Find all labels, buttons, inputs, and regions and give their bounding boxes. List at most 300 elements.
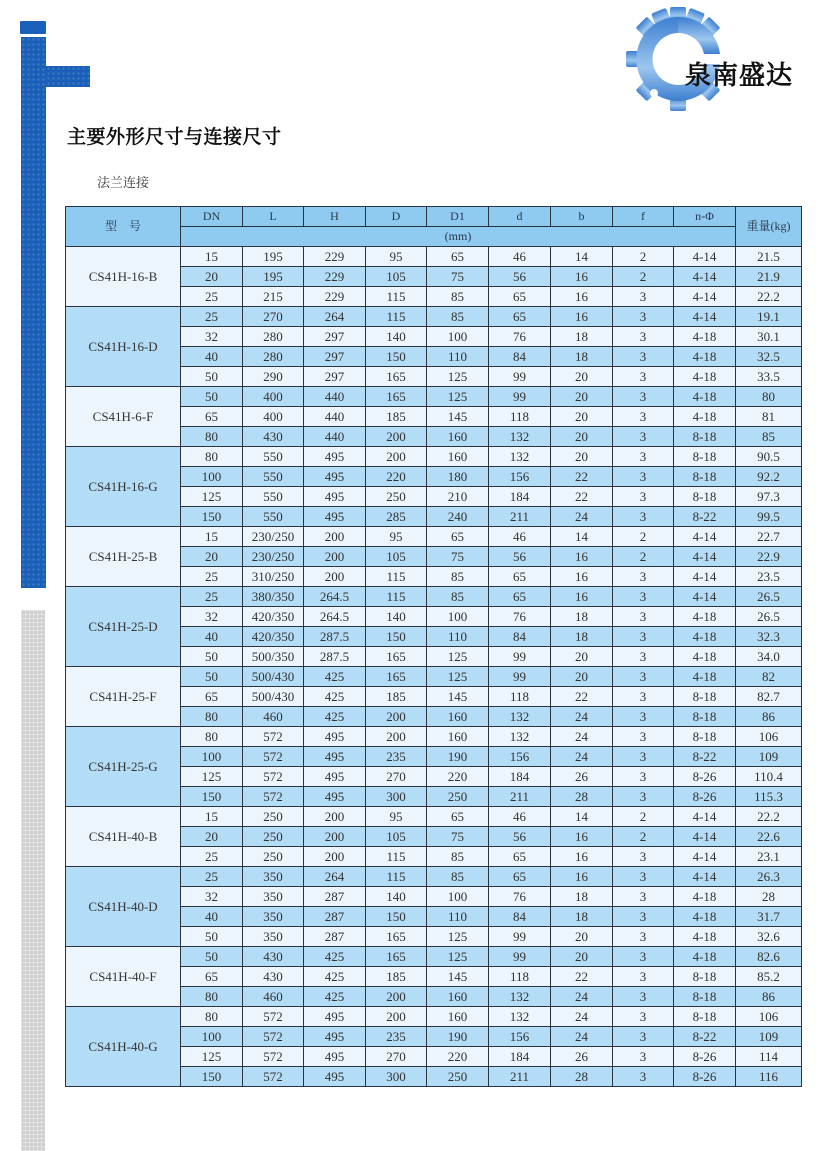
- value-cell: 4-18: [674, 407, 736, 427]
- decor-bar-arm: [46, 66, 90, 87]
- value-cell: 4-14: [674, 287, 736, 307]
- value-cell: 85: [427, 567, 489, 587]
- value-cell: 350: [243, 927, 304, 947]
- value-cell: 235: [366, 747, 427, 767]
- value-cell: 3: [613, 727, 674, 747]
- value-cell: 3: [613, 1027, 674, 1047]
- value-cell: 572: [243, 1067, 304, 1087]
- value-cell: 264: [304, 307, 366, 327]
- value-cell: 2: [613, 807, 674, 827]
- value-cell: 16: [551, 847, 613, 867]
- value-cell: 425: [304, 707, 366, 727]
- value-cell: 4-14: [674, 807, 736, 827]
- value-cell: 26: [551, 1047, 613, 1067]
- value-cell: 125: [181, 487, 243, 507]
- value-cell: 32.6: [736, 927, 802, 947]
- value-cell: 572: [243, 1047, 304, 1067]
- model-cell: CS41H-40-G: [66, 1007, 181, 1087]
- value-cell: 106: [736, 1007, 802, 1027]
- value-cell: 440: [304, 407, 366, 427]
- value-cell: 14: [551, 527, 613, 547]
- value-cell: 3: [613, 927, 674, 947]
- value-cell: 116: [736, 1067, 802, 1087]
- value-cell: 264: [304, 867, 366, 887]
- value-cell: 430: [243, 967, 304, 987]
- value-cell: 21.5: [736, 247, 802, 267]
- value-cell: 145: [427, 967, 489, 987]
- value-cell: 165: [366, 927, 427, 947]
- value-cell: 99: [489, 647, 551, 667]
- value-cell: 3: [613, 627, 674, 647]
- value-cell: 22: [551, 487, 613, 507]
- value-cell: 200: [304, 807, 366, 827]
- value-cell: 270: [243, 307, 304, 327]
- value-cell: 425: [304, 967, 366, 987]
- value-cell: 85.2: [736, 967, 802, 987]
- value-cell: 160: [427, 727, 489, 747]
- value-cell: 16: [551, 547, 613, 567]
- value-cell: 280: [243, 347, 304, 367]
- value-cell: 19.1: [736, 307, 802, 327]
- value-cell: 56: [489, 267, 551, 287]
- model-cell: CS41H-16-D: [66, 307, 181, 387]
- value-cell: 425: [304, 947, 366, 967]
- value-cell: 65: [427, 527, 489, 547]
- value-cell: 132: [489, 727, 551, 747]
- value-cell: 215: [243, 287, 304, 307]
- header-model: 型 号: [66, 207, 181, 247]
- value-cell: 76: [489, 607, 551, 627]
- value-cell: 115: [366, 847, 427, 867]
- value-cell: 425: [304, 987, 366, 1007]
- value-cell: 200: [304, 827, 366, 847]
- value-cell: 3: [613, 567, 674, 587]
- value-cell: 46: [489, 807, 551, 827]
- value-cell: 195: [243, 267, 304, 287]
- value-cell: 22.2: [736, 807, 802, 827]
- value-cell: 300: [366, 1067, 427, 1087]
- value-cell: 115: [366, 307, 427, 327]
- value-cell: 125: [181, 767, 243, 787]
- value-cell: 115: [366, 587, 427, 607]
- value-cell: 190: [427, 1027, 489, 1047]
- value-cell: 550: [243, 507, 304, 527]
- model-cell: CS41H-25-D: [66, 587, 181, 667]
- model-cell: CS41H-40-D: [66, 867, 181, 947]
- value-cell: 8-18: [674, 427, 736, 447]
- table-row: [66, 387, 802, 407]
- value-cell: 22: [551, 687, 613, 707]
- value-cell: 200: [304, 527, 366, 547]
- value-cell: 4-18: [674, 347, 736, 367]
- value-cell: 125: [427, 947, 489, 967]
- value-cell: 50: [181, 667, 243, 687]
- value-cell: 40: [181, 627, 243, 647]
- value-cell: 3: [613, 1067, 674, 1087]
- value-cell: 50: [181, 947, 243, 967]
- value-cell: 165: [366, 387, 427, 407]
- value-cell: 3: [613, 987, 674, 1007]
- table-row: [66, 727, 802, 747]
- value-cell: 220: [427, 767, 489, 787]
- value-cell: 3: [613, 507, 674, 527]
- value-cell: 250: [427, 787, 489, 807]
- value-cell: 115: [366, 567, 427, 587]
- model-cell: CS41H-16-B: [66, 247, 181, 307]
- value-cell: 75: [427, 547, 489, 567]
- value-cell: 100: [181, 747, 243, 767]
- value-cell: 65: [489, 307, 551, 327]
- value-cell: 350: [243, 867, 304, 887]
- value-cell: 8-18: [674, 987, 736, 1007]
- value-cell: 125: [427, 927, 489, 947]
- value-cell: 65: [181, 967, 243, 987]
- value-cell: 22.6: [736, 827, 802, 847]
- value-cell: 24: [551, 507, 613, 527]
- value-cell: 20: [551, 927, 613, 947]
- header-dn: DN: [181, 207, 243, 227]
- value-cell: 125: [427, 667, 489, 687]
- value-cell: 65: [489, 287, 551, 307]
- value-cell: 495: [304, 467, 366, 487]
- model-cell: CS41H-25-F: [66, 667, 181, 727]
- value-cell: 4-18: [674, 667, 736, 687]
- header-b: b: [551, 207, 613, 227]
- value-cell: 118: [489, 967, 551, 987]
- brand-name: 泉南盛达: [685, 61, 794, 91]
- value-cell: 16: [551, 307, 613, 327]
- value-cell: 400: [243, 387, 304, 407]
- value-cell: 132: [489, 987, 551, 1007]
- value-cell: 150: [181, 507, 243, 527]
- value-cell: 110: [427, 907, 489, 927]
- value-cell: 420/350: [243, 607, 304, 627]
- value-cell: 84: [489, 627, 551, 647]
- value-cell: 156: [489, 747, 551, 767]
- value-cell: 3: [613, 327, 674, 347]
- value-cell: 184: [489, 1047, 551, 1067]
- value-cell: 18: [551, 627, 613, 647]
- value-cell: 8-18: [674, 687, 736, 707]
- value-cell: 2: [613, 527, 674, 547]
- value-cell: 99: [489, 947, 551, 967]
- value-cell: 40: [181, 347, 243, 367]
- value-cell: 65: [489, 847, 551, 867]
- value-cell: 400: [243, 407, 304, 427]
- value-cell: 24: [551, 1027, 613, 1047]
- value-cell: 165: [366, 667, 427, 687]
- value-cell: 40: [181, 907, 243, 927]
- value-cell: 460: [243, 987, 304, 1007]
- table-row: [66, 667, 802, 687]
- value-cell: 22.2: [736, 287, 802, 307]
- model-cell: CS41H-6-F: [66, 387, 181, 447]
- value-cell: 80: [181, 427, 243, 447]
- value-cell: 125: [427, 367, 489, 387]
- value-cell: 4-14: [674, 247, 736, 267]
- value-cell: 8-18: [674, 467, 736, 487]
- value-cell: 34.0: [736, 647, 802, 667]
- value-cell: 118: [489, 407, 551, 427]
- value-cell: 200: [304, 847, 366, 867]
- value-cell: 26.5: [736, 587, 802, 607]
- value-cell: 32: [181, 887, 243, 907]
- value-cell: 4-14: [674, 827, 736, 847]
- value-cell: 210: [427, 487, 489, 507]
- value-cell: 115.3: [736, 787, 802, 807]
- value-cell: 230/250: [243, 547, 304, 567]
- table-row: [66, 867, 802, 887]
- value-cell: 50: [181, 367, 243, 387]
- value-cell: 25: [181, 847, 243, 867]
- value-cell: 24: [551, 987, 613, 1007]
- table-row: [66, 807, 802, 827]
- value-cell: 20: [551, 367, 613, 387]
- value-cell: 160: [427, 707, 489, 727]
- value-cell: 230/250: [243, 527, 304, 547]
- value-cell: 90.5: [736, 447, 802, 467]
- value-cell: 165: [366, 947, 427, 967]
- value-cell: 31.7: [736, 907, 802, 927]
- value-cell: 85: [427, 287, 489, 307]
- value-cell: 425: [304, 667, 366, 687]
- value-cell: 4-14: [674, 847, 736, 867]
- value-cell: 8-18: [674, 1007, 736, 1027]
- value-cell: 4-14: [674, 587, 736, 607]
- value-cell: 287: [304, 887, 366, 907]
- value-cell: 3: [613, 747, 674, 767]
- value-cell: 22: [551, 467, 613, 487]
- value-cell: 495: [304, 1067, 366, 1087]
- value-cell: 145: [427, 687, 489, 707]
- value-cell: 3: [613, 447, 674, 467]
- value-cell: 3: [613, 887, 674, 907]
- value-cell: 28: [736, 887, 802, 907]
- value-cell: 495: [304, 447, 366, 467]
- value-cell: 185: [366, 967, 427, 987]
- value-cell: 165: [366, 367, 427, 387]
- value-cell: 3: [613, 607, 674, 627]
- value-cell: 65: [181, 687, 243, 707]
- value-cell: 125: [181, 1047, 243, 1067]
- value-cell: 2: [613, 267, 674, 287]
- value-cell: 190: [427, 747, 489, 767]
- value-cell: 82.7: [736, 687, 802, 707]
- value-cell: 184: [489, 487, 551, 507]
- value-cell: 211: [489, 787, 551, 807]
- value-cell: 86: [736, 707, 802, 727]
- value-cell: 160: [427, 1007, 489, 1027]
- value-cell: 24: [551, 1007, 613, 1027]
- value-cell: 28: [551, 787, 613, 807]
- value-cell: 8-18: [674, 487, 736, 507]
- value-cell: 572: [243, 747, 304, 767]
- model-cell: CS41H-25-G: [66, 727, 181, 807]
- value-cell: 109: [736, 747, 802, 767]
- value-cell: 235: [366, 1027, 427, 1047]
- value-cell: 250: [243, 807, 304, 827]
- value-cell: 80: [181, 707, 243, 727]
- value-cell: 8-18: [674, 727, 736, 747]
- value-cell: 3: [613, 967, 674, 987]
- value-cell: 156: [489, 1027, 551, 1047]
- value-cell: 25: [181, 307, 243, 327]
- value-cell: 32: [181, 327, 243, 347]
- value-cell: 3: [613, 407, 674, 427]
- value-cell: 115: [366, 867, 427, 887]
- value-cell: 250: [427, 1067, 489, 1087]
- value-cell: 110: [427, 627, 489, 647]
- value-cell: 24: [551, 707, 613, 727]
- value-cell: 14: [551, 247, 613, 267]
- value-cell: 4-18: [674, 947, 736, 967]
- value-cell: 8-22: [674, 747, 736, 767]
- value-cell: 280: [243, 327, 304, 347]
- value-cell: 81: [736, 407, 802, 427]
- value-cell: 132: [489, 427, 551, 447]
- value-cell: 80: [181, 987, 243, 1007]
- value-cell: 4-18: [674, 387, 736, 407]
- value-cell: 430: [243, 427, 304, 447]
- value-cell: 290: [243, 367, 304, 387]
- value-cell: 150: [366, 347, 427, 367]
- value-cell: 4-18: [674, 887, 736, 907]
- value-cell: 4-18: [674, 327, 736, 347]
- value-cell: 3: [613, 647, 674, 667]
- value-cell: 3: [613, 947, 674, 967]
- value-cell: 250: [366, 487, 427, 507]
- value-cell: 572: [243, 767, 304, 787]
- value-cell: 200: [366, 427, 427, 447]
- value-cell: 16: [551, 567, 613, 587]
- value-cell: 4-14: [674, 547, 736, 567]
- value-cell: 115: [366, 287, 427, 307]
- value-cell: 229: [304, 267, 366, 287]
- value-cell: 99.5: [736, 507, 802, 527]
- value-cell: 20: [551, 447, 613, 467]
- spec-table: [65, 206, 802, 1087]
- value-cell: 85: [427, 867, 489, 887]
- value-cell: 84: [489, 907, 551, 927]
- value-cell: 4-18: [674, 907, 736, 927]
- value-cell: 550: [243, 467, 304, 487]
- table-row: [66, 947, 802, 967]
- value-cell: 100: [181, 467, 243, 487]
- table-row: [66, 587, 802, 607]
- value-cell: 3: [613, 907, 674, 927]
- value-cell: 160: [427, 427, 489, 447]
- value-cell: 4-14: [674, 527, 736, 547]
- value-cell: 20: [551, 667, 613, 687]
- value-cell: 16: [551, 867, 613, 887]
- value-cell: 18: [551, 907, 613, 927]
- value-cell: 65: [489, 587, 551, 607]
- value-cell: 76: [489, 327, 551, 347]
- value-cell: 3: [613, 847, 674, 867]
- value-cell: 200: [304, 547, 366, 567]
- value-cell: 22.9: [736, 547, 802, 567]
- value-cell: 211: [489, 507, 551, 527]
- value-cell: 125: [427, 387, 489, 407]
- value-cell: 132: [489, 1007, 551, 1027]
- value-cell: 65: [181, 407, 243, 427]
- value-cell: 350: [243, 907, 304, 927]
- value-cell: 500/350: [243, 647, 304, 667]
- value-cell: 3: [613, 587, 674, 607]
- value-cell: 65: [489, 567, 551, 587]
- value-cell: 20: [181, 827, 243, 847]
- value-cell: 21.9: [736, 267, 802, 287]
- value-cell: 211: [489, 1067, 551, 1087]
- value-cell: 25: [181, 567, 243, 587]
- value-cell: 200: [366, 727, 427, 747]
- value-cell: 16: [551, 287, 613, 307]
- value-cell: 85: [427, 307, 489, 327]
- value-cell: 3: [613, 387, 674, 407]
- value-cell: 287.5: [304, 647, 366, 667]
- value-cell: 100: [427, 607, 489, 627]
- value-cell: 156: [489, 467, 551, 487]
- value-cell: 3: [613, 427, 674, 447]
- value-cell: 160: [427, 987, 489, 1007]
- value-cell: 3: [613, 687, 674, 707]
- value-cell: 100: [427, 327, 489, 347]
- value-cell: 114: [736, 1047, 802, 1067]
- value-cell: 86: [736, 987, 802, 1007]
- value-cell: 23.1: [736, 847, 802, 867]
- value-cell: 572: [243, 1007, 304, 1027]
- value-cell: 16: [551, 267, 613, 287]
- value-cell: 3: [613, 347, 674, 367]
- value-cell: 3: [613, 787, 674, 807]
- value-cell: 300: [366, 787, 427, 807]
- value-cell: 8-18: [674, 447, 736, 467]
- section-subtitle: 法兰连接: [97, 176, 150, 191]
- value-cell: 3: [613, 667, 674, 687]
- value-cell: 20: [551, 427, 613, 447]
- value-cell: 287.5: [304, 627, 366, 647]
- value-cell: 4-18: [674, 607, 736, 627]
- value-cell: 572: [243, 787, 304, 807]
- value-cell: 46: [489, 247, 551, 267]
- value-cell: 18: [551, 887, 613, 907]
- value-cell: 4-14: [674, 867, 736, 887]
- header-weight: 重量(kg): [736, 207, 802, 247]
- value-cell: 18: [551, 347, 613, 367]
- value-cell: 264.5: [304, 607, 366, 627]
- value-cell: 50: [181, 647, 243, 667]
- value-cell: 495: [304, 1047, 366, 1067]
- value-cell: 20: [181, 547, 243, 567]
- table-row: [66, 247, 802, 267]
- value-cell: 8-26: [674, 787, 736, 807]
- value-cell: 22.7: [736, 527, 802, 547]
- table-row: [66, 307, 802, 327]
- value-cell: 105: [366, 267, 427, 287]
- value-cell: 26: [551, 767, 613, 787]
- value-cell: 132: [489, 447, 551, 467]
- value-cell: 24: [551, 727, 613, 747]
- header-d1: D1: [427, 207, 489, 227]
- value-cell: 200: [366, 447, 427, 467]
- value-cell: 106: [736, 727, 802, 747]
- page-title: 主要外形尺寸与连接尺寸: [67, 126, 282, 148]
- value-cell: 150: [181, 1067, 243, 1087]
- value-cell: 110: [427, 347, 489, 367]
- decor-bar-blue: [21, 37, 46, 588]
- value-cell: 65: [427, 807, 489, 827]
- value-cell: 229: [304, 287, 366, 307]
